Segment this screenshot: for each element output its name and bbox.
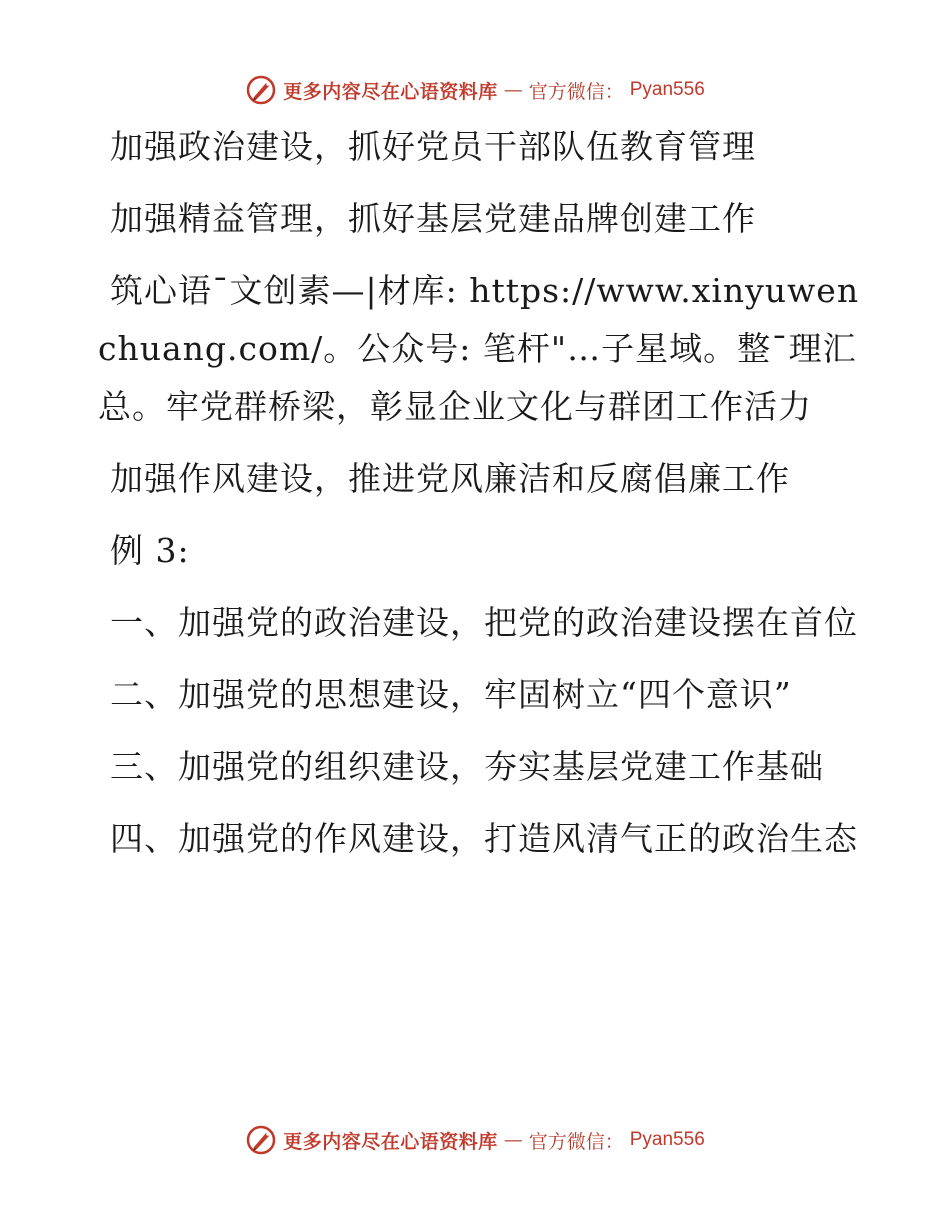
banner-wechat-id: Pyan556 bbox=[629, 1129, 705, 1150]
banner-wechat-label: 官方微信： bbox=[528, 1130, 624, 1153]
paragraph: 加强精益管理，抓好基层党建品牌创建工作 bbox=[110, 199, 756, 238]
list-item: 三、加强党的组织建设，夯实基层党建工作基础 bbox=[110, 747, 824, 786]
pen-circle-logo-icon bbox=[245, 1124, 277, 1156]
footer-banner bbox=[0, 1120, 950, 1160]
banner-separator: — bbox=[503, 1129, 523, 1151]
paragraph: 加强作风建设，推进党风廉洁和反腐倡廉工作 bbox=[110, 459, 790, 498]
document-body bbox=[98, 118, 868, 882]
paragraph-with-link: 筑心语¯文创素—|材库: https://www.xinyuwenchuang.com/。公众号: 笔杆"…子星域。整¯理汇总。牢党群桥梁，彰显企业文化与群团工作活力 bbox=[98, 271, 860, 426]
paragraph: 加强政治建设，抓好党员干部队伍教育管理 bbox=[110, 127, 756, 166]
header-banner bbox=[0, 70, 950, 110]
pen-circle-logo-icon bbox=[245, 74, 277, 106]
example-heading: 例 3: bbox=[110, 531, 190, 570]
banner-main-text: 更多内容尽在心语资料库 bbox=[283, 80, 498, 103]
banner-separator: — bbox=[503, 79, 523, 101]
list-item: 一、加强党的政治建设，把党的政治建设摆在首位 bbox=[110, 603, 858, 642]
banner-wechat-label: 官方微信： bbox=[528, 80, 624, 103]
list-item: 四、加强党的作风建设，打造风清气正的政治生态 bbox=[110, 819, 858, 858]
banner-main-text: 更多内容尽在心语资料库 bbox=[283, 1130, 498, 1153]
list-item: 二、加强党的思想建设，牢固树立“四个意识” bbox=[110, 675, 792, 714]
banner-wechat-id: Pyan556 bbox=[629, 79, 705, 100]
